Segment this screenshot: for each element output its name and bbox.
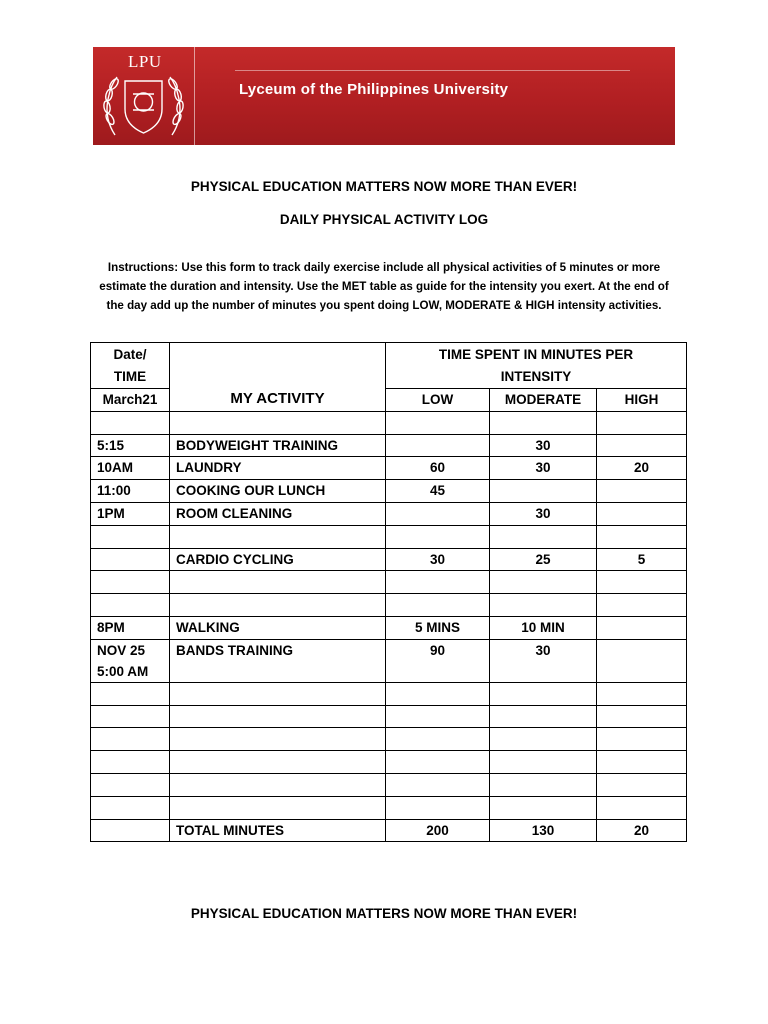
cell-high (597, 682, 687, 705)
table-row (91, 751, 687, 774)
cell-low (386, 411, 490, 434)
table-row (91, 796, 687, 819)
cell-high (597, 728, 687, 751)
cell-moderate (490, 705, 597, 728)
col-high-header: HIGH (597, 389, 687, 412)
cell-high (597, 751, 687, 774)
cell-high: 5 (597, 548, 687, 571)
cell-low: 45 (386, 480, 490, 503)
cell-moderate (490, 728, 597, 751)
cell-high (597, 525, 687, 548)
table-row (91, 616, 687, 639)
cell-moderate (490, 571, 597, 594)
cell-moderate (490, 411, 597, 434)
cell-activity: COOKING OUR LUNCH (170, 480, 386, 503)
table-row (91, 411, 687, 434)
university-logo (93, 47, 195, 145)
cell-moderate: 30 (490, 502, 597, 525)
cell-moderate: 25 (490, 548, 597, 571)
cell-activity (170, 751, 386, 774)
cell-high (597, 502, 687, 525)
cell-low (386, 796, 490, 819)
cell-date (91, 548, 170, 571)
cell-date (91, 773, 170, 796)
cell-moderate: 30 (490, 639, 597, 682)
cell-moderate (490, 480, 597, 503)
table-row (91, 728, 687, 751)
table-row (91, 639, 687, 682)
cell-low (386, 434, 490, 457)
table-row (91, 571, 687, 594)
cell-activity (170, 796, 386, 819)
cell-date (91, 796, 170, 819)
cell-high (597, 434, 687, 457)
table-row (91, 457, 687, 480)
cell-date (91, 705, 170, 728)
activity-log-table (90, 342, 687, 842)
date-header-line-2: TIME (113, 369, 147, 384)
cell-low (386, 705, 490, 728)
cell-activity: CARDIO CYCLING (170, 548, 386, 571)
cell-activity: ROOM CLEANING (170, 502, 386, 525)
total-moderate: 130 (490, 819, 597, 842)
cell-activity: BODYWEIGHT TRAINING (170, 434, 386, 457)
cell-activity (170, 773, 386, 796)
date-header (91, 343, 170, 389)
table-row (91, 525, 687, 548)
cell-high (597, 594, 687, 617)
cell-activity (170, 705, 386, 728)
date-header-month: March21 (91, 389, 170, 412)
cell-activity (170, 682, 386, 705)
cell-moderate: 30 (490, 434, 597, 457)
cell-moderate (490, 773, 597, 796)
cell-date (91, 594, 170, 617)
cell-low: 60 (386, 457, 490, 480)
cell-activity (170, 571, 386, 594)
table-row (91, 682, 687, 705)
intensity-header (386, 343, 687, 389)
cell-date: 1PM (91, 502, 170, 525)
cell-activity (170, 411, 386, 434)
cell-activity: BANDS TRAINING (170, 639, 386, 682)
cell-moderate (490, 525, 597, 548)
cell-high (597, 411, 687, 434)
cell-moderate (490, 682, 597, 705)
date-header-line-1: Date/ (113, 347, 147, 362)
table-row (91, 434, 687, 457)
cell-high (597, 571, 687, 594)
cell-date (91, 571, 170, 594)
cell-low: 5 MINS (386, 616, 490, 639)
col-low-header: LOW (386, 389, 490, 412)
cell-low (386, 502, 490, 525)
cell-date (91, 728, 170, 751)
cell-low (386, 594, 490, 617)
table-row (91, 773, 687, 796)
cell-date-line-2: 5:00 AM (97, 663, 149, 679)
table-row (91, 705, 687, 728)
intensity-header-text: TIME SPENT IN MINUTES PER INTENSITY (438, 347, 634, 384)
cell-low (386, 571, 490, 594)
table-row (91, 502, 687, 525)
cell-date (91, 411, 170, 434)
cell-date: 11:00 (91, 480, 170, 503)
cell-activity (170, 525, 386, 548)
cell-low (386, 682, 490, 705)
cell-date (91, 639, 170, 682)
total-low: 200 (386, 819, 490, 842)
cell-moderate (490, 796, 597, 819)
cell-low (386, 751, 490, 774)
cell-date (91, 525, 170, 548)
cell-moderate: 30 (490, 457, 597, 480)
cell-date: 10AM (91, 457, 170, 480)
cell-high (597, 480, 687, 503)
cell-date: 8PM (91, 616, 170, 639)
cell-high (597, 773, 687, 796)
cell-activity: LAUNDRY (170, 457, 386, 480)
cell-low (386, 773, 490, 796)
cell-high (597, 639, 687, 682)
university-name: Lyceum of the Philippines University (239, 81, 509, 98)
header-banner (93, 47, 675, 145)
cell-date (91, 751, 170, 774)
activity-header: MY ACTIVITY (170, 343, 386, 412)
total-high: 20 (597, 819, 687, 842)
cell-moderate (490, 751, 597, 774)
table-row (91, 594, 687, 617)
table-row (91, 548, 687, 571)
cell-high (597, 705, 687, 728)
cell-low: 30 (386, 548, 490, 571)
cell-low (386, 728, 490, 751)
page-title: PHYSICAL EDUCATION MATTERS NOW MORE THAN EVER! (190, 179, 578, 194)
total-row (91, 819, 687, 842)
log-title: DAILY PHYSICAL ACTIVITY LOG (279, 212, 489, 227)
footer-title: PHYSICAL EDUCATION MATTERS NOW MORE THAN EVER! (190, 906, 578, 921)
total-label: TOTAL MINUTES (170, 819, 386, 842)
cell-high: 20 (597, 457, 687, 480)
total-date-cell (91, 819, 170, 842)
cell-date (91, 682, 170, 705)
cell-activity (170, 594, 386, 617)
instructions-text: Instructions: Use this form to track daily exercise include all physical activities of 5 minutes or more estimate the duration and intensity. Use the MET table as guide for the intensity you exert. At the end of the day add up the number of minutes you spent doing LOW, MODERATE & HIGH intensity activities. (99, 261, 669, 312)
cell-date: 5:15 (91, 434, 170, 457)
cell-high (597, 796, 687, 819)
cell-high (597, 616, 687, 639)
cell-low: 90 (386, 639, 490, 682)
table-row (91, 480, 687, 503)
logo-text: LPU (128, 52, 162, 71)
col-moderate-header: MODERATE (490, 389, 597, 412)
cell-activity (170, 728, 386, 751)
cell-low (386, 525, 490, 548)
cell-moderate: 10 MIN (490, 616, 597, 639)
banner-divider (235, 70, 630, 71)
cell-moderate (490, 594, 597, 617)
cell-activity: WALKING (170, 616, 386, 639)
cell-date-line-1: NOV 25 (97, 642, 146, 658)
